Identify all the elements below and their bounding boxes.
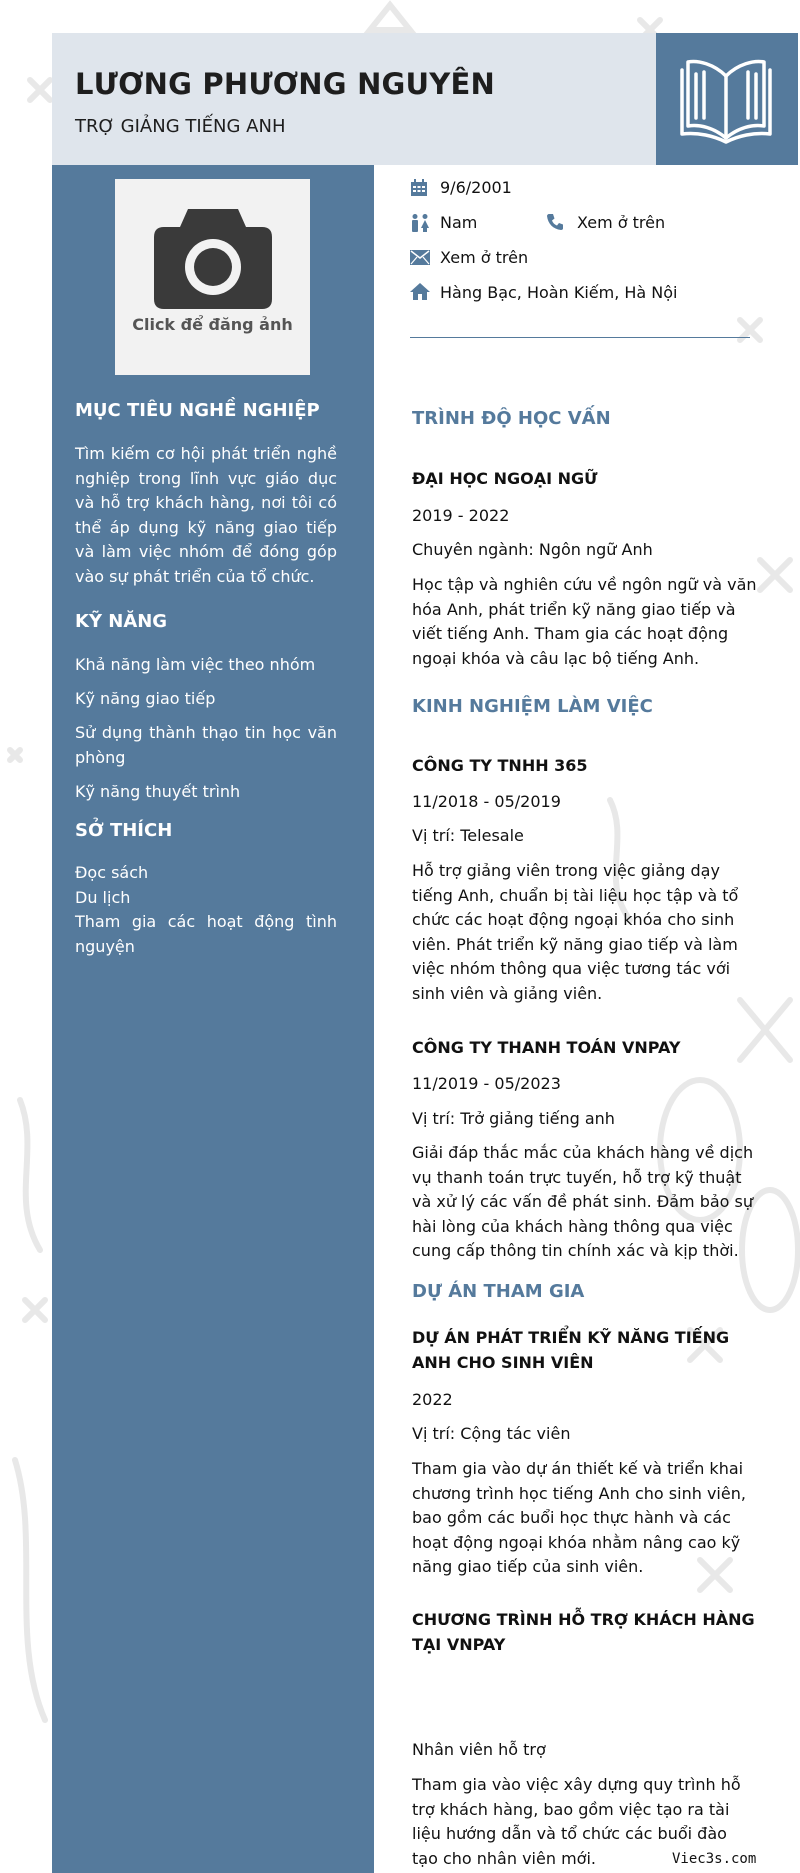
resume [52,33,798,1873]
hobbies-heading: SỞ THÍCH [75,820,173,841]
hobby-item: Du lịch [75,887,131,907]
email-value: Xem ở trên [440,248,529,267]
project-name: DỰ ÁN PHÁT TRIỂN KỸ NĂNG TIẾNG ANH CHO SINH VIÊN [412,1328,730,1372]
skills-heading: KỸ NĂNG [75,611,168,632]
education-major: Chuyên ngành: Ngôn ngữ Anh [412,540,653,559]
skills-list [75,653,337,804]
job-period: 11/2018 - 05/2019 [412,792,561,811]
school-name: ĐẠI HỌC NGOẠI NGỮ [412,469,598,488]
site-watermark: Viec3s.com [672,1851,757,1867]
envelope-icon [410,248,430,270]
job-description: Hỗ trợ giảng viên trong việc giảng dạy tiếng Anh, chuẩn bị tài liệu học tập và tổ chức các hoạt động ngoại khóa cho sinh viên. Phát triển kỹ năng giao tiếp và làm việc nhóm thông qua việc tương tác với sinh viên và giảng viên. [412,861,739,1003]
job-position: Vị trí: Telesale [412,826,524,845]
main-content [374,165,798,1873]
project-year: 2022 [412,1390,453,1409]
project-role: Nhân viên hỗ trợ [412,1740,546,1759]
skill-item: Kỹ năng giao tiếp [75,689,216,708]
project-name: CHƯƠNG TRÌNH HỖ TRỢ KHÁCH HÀNG TẠI VNPAY [412,1610,755,1654]
skill-item: Khả năng làm việc theo nhóm [75,655,316,674]
hobby-item: Đọc sách [75,863,149,882]
phone-value: Xem ở trên [577,213,666,232]
candidate-name: LƯƠNG PHƯƠNG NGUYÊN [75,67,495,101]
gender-icon [410,213,430,236]
experience-heading: KINH NGHIỆM LÀM VIỆC [412,696,653,717]
birthday-value: 9/6/2001 [440,178,512,197]
header-icon-box [656,33,798,165]
objective-text: Tìm kiếm cơ hội phát triển nghề nghiệp trong lĩnh vực giáo dục và hỗ trợ khách hàng, nơi tôi có thể áp dụng kỹ năng giao tiếp và làm việc nhóm để đóng góp vào sự phát triển của tổ chức. [75,444,337,586]
objective-heading: MỤC TIÊU NGHỀ NGHIỆP [75,400,320,421]
projects-heading: DỰ ÁN THAM GIA [412,1281,585,1302]
job-description: Giải đáp thắc mắc của khách hàng về dịch vụ thanh toán trực tuyến, hỗ trợ kỹ thuật và xử lý các vấn đề phát sinh. Đảm bảo sự hài lòng của khách hàng thông qua việc cung cấp thông tin chính xác và kịp thời. [412,1143,754,1260]
job-position: Vị trí: Trở giảng tiếng anh [412,1109,615,1128]
gender-value: Nam [440,213,478,232]
home-icon [410,283,430,305]
education-description: Học tập và nghiên cứu về ngôn ngữ và văn hóa Anh, phát triển kỹ năng giao tiếp và viết tiếng Anh. Tham gia các hoạt động ngoại khóa và câu lạc bộ tiếng Anh. [412,575,757,668]
calendar-icon [410,178,428,201]
skill-item: Sử dụng thành thạo tin học văn phòng [75,723,337,767]
photo-upload[interactable] [115,179,310,375]
photo-caption: Click để đăng ảnh [132,315,293,334]
phone-icon [546,213,564,235]
project-description: Tham gia vào dự án thiết kế và triển khai chương trình học tiếng Anh cho sinh viên, bao gồm các buổi học thực hành và các hoạt động ngoại khóa nhằm nâng cao kỹ năng giao tiếp của sinh viên. [412,1459,746,1576]
job-company: CÔNG TY THANH TOÁN VNPAY [412,1038,681,1057]
sidebar [52,165,374,1873]
education-period: 2019 - 2022 [412,506,510,525]
address-value: Hàng Bạc, Hoàn Kiếm, Hà Nội [440,283,678,302]
skill-item: Kỹ năng thuyết trình [75,781,241,801]
job-period: 11/2019 - 05/2023 [412,1074,561,1093]
hobbies-list [75,861,337,959]
job-company: CÔNG TY TNHH 365 [412,756,588,775]
header [52,33,656,165]
education-heading: TRÌNH ĐỘ HỌC VẤN [412,408,611,429]
contact-divider [410,337,750,338]
project-description: Tham gia vào việc xây dựng quy trình hỗ trợ khách hàng, bao gồm việc tạo ra tài liệu hướng dẫn và tổ chức các buổi đào tạo cho nhân viên mới. [412,1775,741,1868]
hobby-item: Tham gia các hoạt động tình nguyện [75,912,337,956]
job-title: TRỢ GIẢNG TIẾNG ANH [75,116,286,137]
project-role: Vị trí: Cộng tác viên [412,1424,571,1443]
